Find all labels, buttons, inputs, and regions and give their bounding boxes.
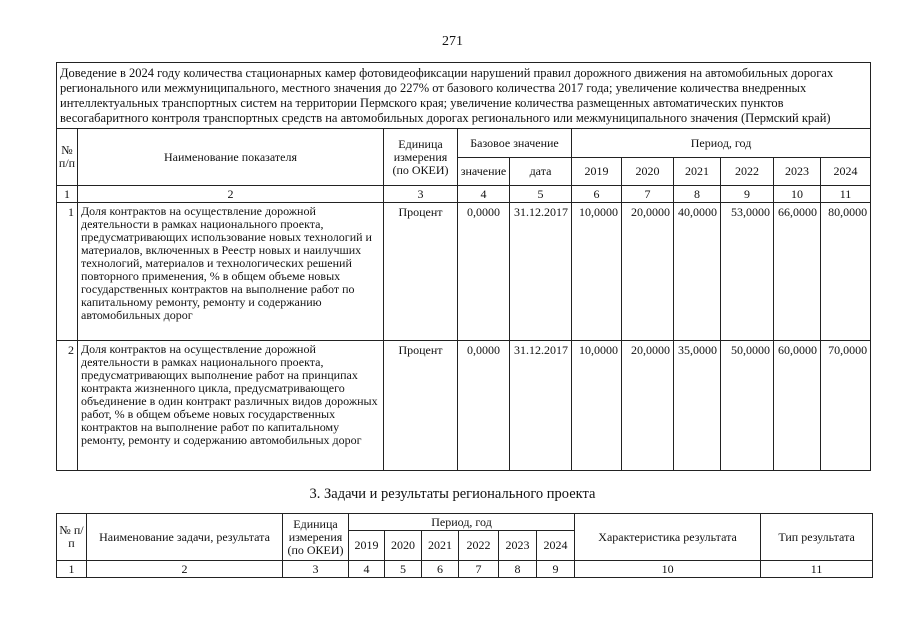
header-unit: Единица измерения (по ОКЕИ): [384, 129, 458, 186]
year-value: 60,0000: [774, 341, 821, 471]
header-base-value-date: дата: [510, 158, 572, 186]
base-value: 0,0000: [458, 341, 510, 471]
header-task-name: Наименование задачи, результата: [87, 514, 283, 561]
header-year: 2022: [459, 531, 499, 561]
column-number: 4: [458, 186, 510, 203]
column-number: 5: [510, 186, 572, 203]
header-year: 2024: [821, 158, 871, 186]
tasks-results-table: [56, 513, 873, 578]
header-year: 2023: [499, 531, 537, 561]
column-number: 6: [422, 561, 459, 578]
header-unit: Единица измерения (по ОКЕИ): [283, 514, 349, 561]
year-value: 20,0000: [622, 341, 674, 471]
column-number: 1: [57, 186, 78, 203]
header-year: 2022: [721, 158, 774, 186]
year-value: 80,0000: [821, 203, 871, 341]
column-number: 11: [761, 561, 873, 578]
indicator-unit: Процент: [384, 203, 458, 341]
year-value: 20,0000: [622, 203, 674, 341]
column-number: 9: [721, 186, 774, 203]
column-number: 4: [349, 561, 385, 578]
column-number-row: [57, 186, 871, 203]
header-year: 2019: [349, 531, 385, 561]
header-base-value-value: значение: [458, 158, 510, 186]
row-number: 2: [57, 341, 78, 471]
header-year: 2020: [385, 531, 422, 561]
base-date: 31.12.2017: [510, 203, 572, 341]
header-period: Период, год: [572, 129, 871, 158]
page-number: 271: [442, 34, 463, 49]
header-result-characteristic: Характеристика результата: [575, 514, 761, 561]
column-number: 3: [283, 561, 349, 578]
column-number: 2: [78, 186, 384, 203]
column-number: 11: [821, 186, 871, 203]
year-value: 10,0000: [572, 203, 622, 341]
column-number: 10: [575, 561, 761, 578]
indicator-name: Доля контрактов на осуществление дорожной деятельности в рамках национального проекта, предусматривающих выполнение работ на принципах контракта жизненного цикла, предусматривающего объединение в один контракт различных видов дорожных работ, % в общем объеме новых государственных контрактов на выполнение работ по капитальному ремонту, ремонту и содержанию автомобильных дорог: [78, 341, 384, 471]
row-number: 1: [57, 203, 78, 341]
year-value: 66,0000: [774, 203, 821, 341]
year-value: 53,0000: [721, 203, 774, 341]
header-num: № п/п: [57, 129, 78, 186]
header-year: 2021: [422, 531, 459, 561]
column-number: 7: [622, 186, 674, 203]
header-indicator-name: Наименование показателя: [78, 129, 384, 186]
header-year: 2019: [572, 158, 622, 186]
year-value: 35,0000: [674, 341, 721, 471]
base-value: 0,0000: [458, 203, 510, 341]
section-title: 3. Задачи и результаты регионального проекта: [309, 486, 596, 502]
header-year: 2020: [622, 158, 674, 186]
table-row: [57, 341, 871, 471]
base-date: 31.12.2017: [510, 341, 572, 471]
header-year: 2023: [774, 158, 821, 186]
column-number: 5: [385, 561, 422, 578]
column-number: 1: [57, 561, 87, 578]
column-number-row: [57, 561, 873, 578]
header-period: Период, год: [349, 514, 575, 531]
table-description: Доведение в 2024 году количества стационарных камер фотовидеофиксации нарушений правил дорожного движения на автомобильных дорогах регионального или межмуниципального, местного значения до 227% от базового количества 2017 года; увеличение количества внедренных интеллектуальных транспортных систем на территории Пермского края; увеличение количества размещенных автоматических пунктов весогабаритного контроля транспортных средств на автомобильных дорогах регионального или межмуниципального значения (Пермский край): [57, 63, 871, 129]
column-number: 3: [384, 186, 458, 203]
column-number: 8: [499, 561, 537, 578]
header-base-value: Базовое значение: [458, 129, 572, 158]
header-num: № п/п: [57, 514, 87, 561]
column-number: 10: [774, 186, 821, 203]
column-number: 6: [572, 186, 622, 203]
header-year: 2021: [674, 158, 721, 186]
table-row: [57, 203, 871, 341]
column-number: 7: [459, 561, 499, 578]
year-value: 50,0000: [721, 341, 774, 471]
column-number: 9: [537, 561, 575, 578]
indicators-table: [56, 62, 871, 471]
header-result-type: Тип результата: [761, 514, 873, 561]
year-value: 10,0000: [572, 341, 622, 471]
indicator-unit: Процент: [384, 341, 458, 471]
year-value: 70,0000: [821, 341, 871, 471]
column-number: 2: [87, 561, 283, 578]
indicator-name: Доля контрактов на осуществление дорожной деятельности в рамках национального проекта, предусматривающих использование новых технологий и материалов, включенных в Реестр новых и наилучших технологий, материалов и технологических решений повторного применения, % в общем объеме новых государственных контрактов на выполнение работ по капитальному ремонту, ремонту и содержанию автомобильных дорог: [78, 203, 384, 341]
header-year: 2024: [537, 531, 575, 561]
year-value: 40,0000: [674, 203, 721, 341]
column-number: 8: [674, 186, 721, 203]
